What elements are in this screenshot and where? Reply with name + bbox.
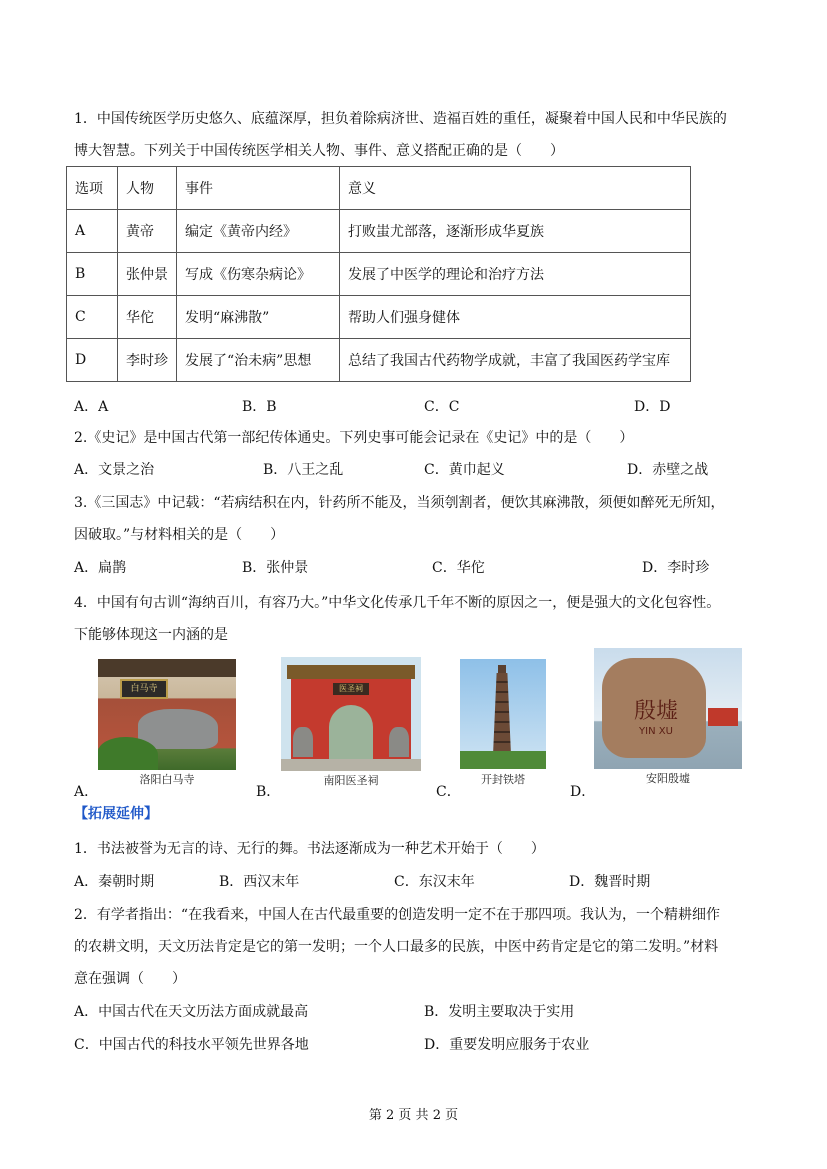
q2-option-b: B．八王之乱: [263, 462, 344, 478]
table-cell: A: [67, 210, 118, 253]
q3-option-a: A．扁鹊: [74, 560, 127, 576]
e2-stem-line1: 2．有学者指出：“在我看来，中国人在古代最重要的创造发明一定不在于那四项。我认为，一个精耕细作: [74, 907, 721, 923]
e2-option-c: C．中国古代的科技水平领先世界各地: [74, 1037, 309, 1053]
section-title: 【拓展延伸】: [74, 806, 158, 822]
table-header-cell: 选项: [67, 167, 118, 210]
q4-option-d: D．: [570, 784, 596, 800]
e1-option-c: C．东汉末年: [394, 874, 475, 890]
e1-option-d: D．魏晋时期: [569, 874, 651, 890]
q4-stem-line2: 下能够体现这一内涵的是: [74, 627, 228, 643]
q4-option-b: B．: [256, 784, 281, 800]
q2-stem: 2.《史记》是中国古代第一部纪传体通史。下列史事可能会记录在《史记》中的是（ ）: [74, 430, 634, 446]
q2-option-c: C．黄巾起义: [424, 462, 505, 478]
q1-option-c: C．C: [424, 399, 460, 415]
e2-stem-line3: 意在强调（ ）: [74, 971, 186, 987]
table-cell: 帮助人们强身健体: [340, 296, 691, 339]
photo-caption: 南阳医圣祠: [323, 774, 379, 787]
q1-stem-line2: 博大智慧。下列关于中国传统医学相关人物、事件、意义搭配正确的是（ ）: [74, 143, 564, 159]
q1-option-d: D．D: [634, 399, 671, 415]
e2-option-a: A．中国古代在天文历法方面成就最高: [74, 1004, 309, 1020]
q3-option-d: D．李时珍: [642, 560, 710, 576]
stone-pinyin: YIN XU: [639, 726, 673, 737]
e2-stem-line2: 的农耕文明，天文历法肯定是它的第一发明；一个人口最多的民族，中医中药肯定是它的第二发明。”材料: [74, 939, 719, 955]
shrine-sign: 医圣祠: [333, 683, 369, 695]
table-cell: 发明“麻沸散”: [177, 296, 340, 339]
table-cell: C: [67, 296, 118, 339]
table-cell: 发展了中医学的理论和治疗方法: [340, 253, 691, 296]
table-row: [67, 253, 691, 296]
e1-option-b: B．西汉末年: [219, 874, 300, 890]
table-row: [67, 339, 691, 382]
yisheng-shrine-photo: [281, 657, 421, 771]
table-cell: D: [67, 339, 118, 382]
table-cell: 李时珍: [118, 339, 177, 382]
q1-stem-line1: 1．中国传统医学历史悠久、底蕴深厚，担负着除病济世、造福百姓的重任，凝聚着中国人民和中华民族的: [74, 111, 727, 127]
yinxu-stone-photo: [594, 648, 742, 769]
table-cell: 黄帝: [118, 210, 177, 253]
table-header-cell: 事件: [177, 167, 340, 210]
q1-option-b: B．B: [242, 399, 277, 415]
q2-option-a: A．文景之治: [74, 462, 155, 478]
q3-option-c: C．华佗: [432, 560, 485, 576]
table-cell: 编定《黄帝内经》: [177, 210, 340, 253]
e1-option-a: A．秦朝时期: [74, 874, 155, 890]
q3-stem-line2: 因破取。”与材料相关的是（ ）: [74, 527, 285, 543]
e2-option-d: D．重要发明应服务于农业: [424, 1037, 590, 1053]
stone-inscription: 殷墟: [633, 699, 678, 724]
q4-stem-line1: 4．中国有句古训“海纳百川，有容乃大。”中华文化传承几千年不断的原因之一，便是强大的文化包容性。: [74, 595, 721, 611]
q4-option-a: A．: [74, 784, 99, 800]
q2-option-d: D．赤壁之战: [627, 462, 709, 478]
table-row: [67, 210, 691, 253]
table-header-cell: 意义: [340, 167, 691, 210]
table-cell: 写成《伤寒杂病论》: [177, 253, 340, 296]
table-header-row: [67, 167, 691, 210]
e2-option-b: B．发明主要取决于实用: [424, 1004, 575, 1020]
baima-temple-photo: [98, 659, 236, 770]
temple-sign: 白马寺: [120, 679, 168, 699]
table-cell: 总结了我国古代药物学成就，丰富了我国医药学宝库: [340, 339, 691, 382]
page-footer: 第 2 页 共 2 页: [368, 1108, 459, 1123]
q3-stem-line1: 3.《三国志》中记载：“若病结积在内，针药所不能及，当须刳割者，便饮其麻沸散，须便如醉死无所知，: [74, 495, 725, 511]
photo-caption: 开封铁塔: [481, 773, 525, 786]
table-row: [67, 296, 691, 339]
q4-option-c: C．: [436, 784, 461, 800]
q1-option-a: A．A: [74, 399, 109, 415]
table-cell: B: [67, 253, 118, 296]
q3-option-b: B．张仲景: [242, 560, 309, 576]
q1-table: [66, 166, 691, 382]
photo-caption: 洛阳白马寺: [139, 773, 195, 786]
e1-stem: 1．书法被誉为无言的诗、无行的舞。书法逐渐成为一种艺术开始于（ ）: [74, 841, 545, 857]
table-header-cell: 人物: [118, 167, 177, 210]
table-cell: 华佗: [118, 296, 177, 339]
iron-pagoda-photo: [460, 659, 546, 769]
table-cell: 张仲景: [118, 253, 177, 296]
photo-caption: 安阳殷墟: [646, 772, 690, 785]
table-cell: 打败蚩尤部落，逐渐形成华夏族: [340, 210, 691, 253]
table-cell: 发展了“治未病”思想: [177, 339, 340, 382]
